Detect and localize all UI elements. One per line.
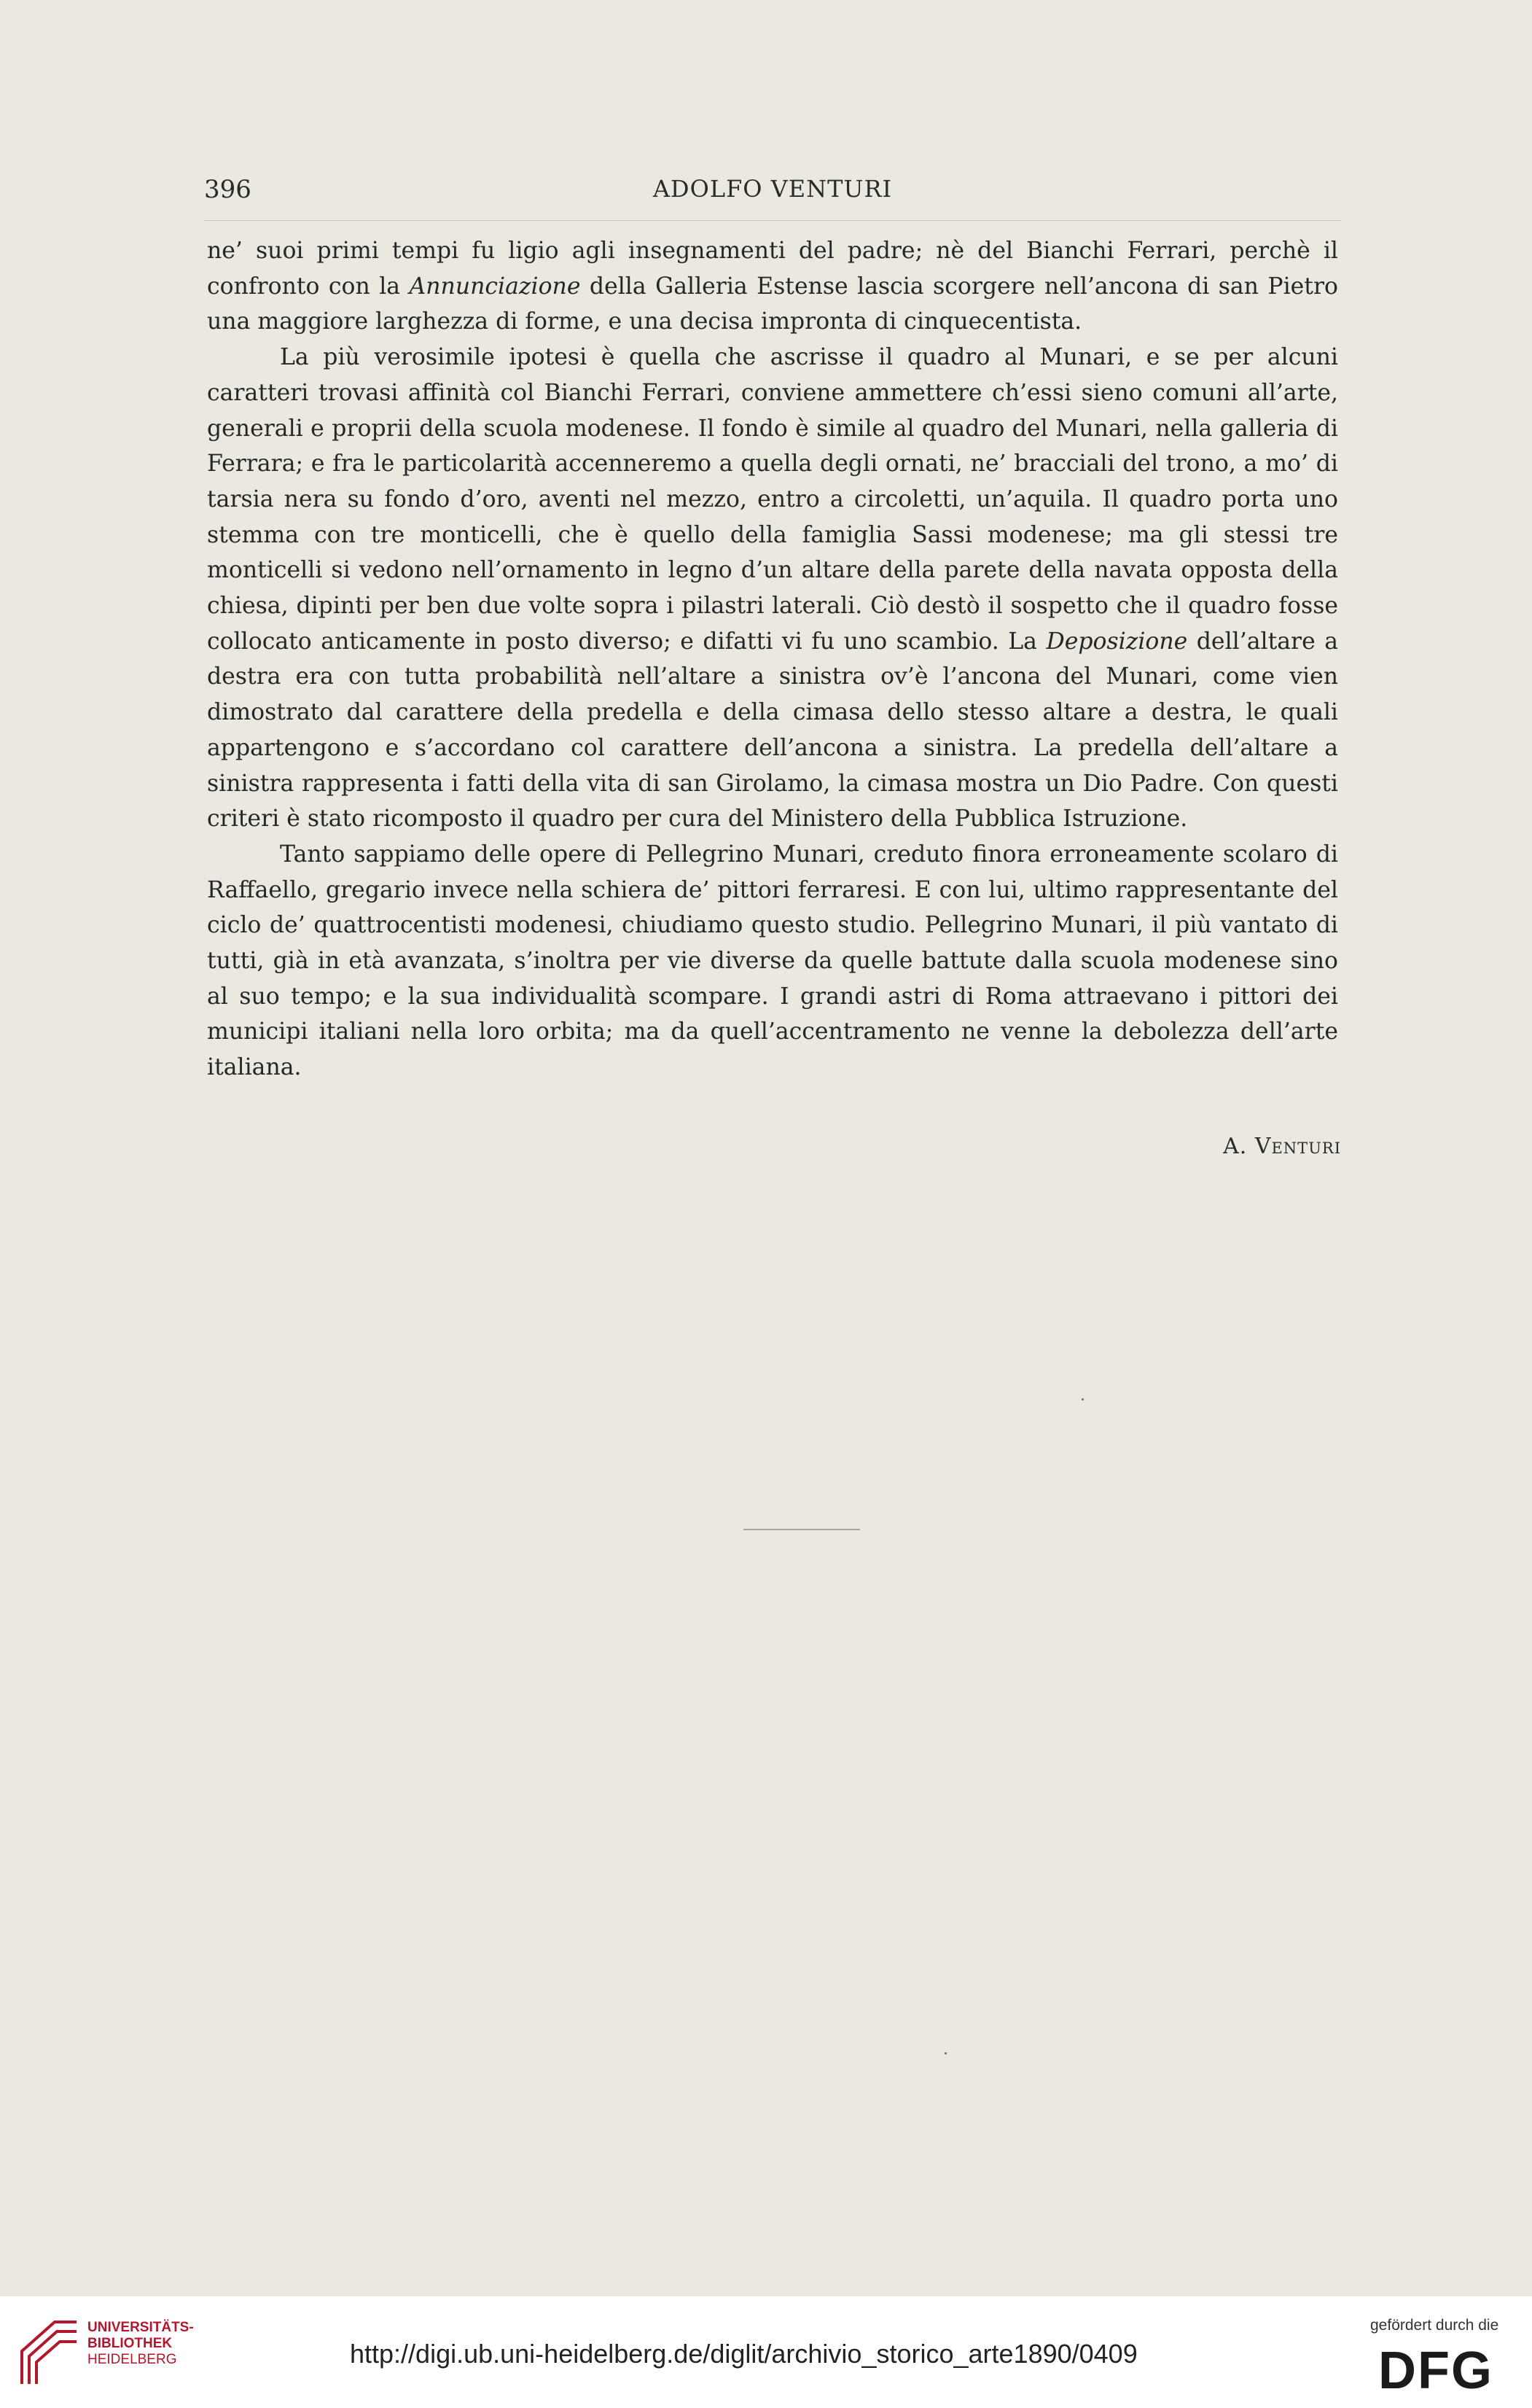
paragraph: La più verosimile ipotesi è quella che ascrisse il quadro al Munari, e se per alcuni caratteri trovasi affinità col Bianchi Ferrari, conviene ammettere ch’essi sieno comuni all’arte, generali e proprii della scuola modenese. Il fondo è simile al quadro del Munari, nella galleria di Ferrara; e fra le particolarità accenneremo a quella degli ornati, ne’ bracciali del trono, a mo’ di tarsia nera su fondo d’oro, aventi nel mezzo, entro a circoletti, un’aquila. Il quadro porta uno stemma con tre monticelli, che è quello della famiglia Sassi modenese; ma gli stessi tre monticelli si vedono nell’ornamento in legno d’un altare della parete della navata opposta della chiesa, dipinti per ben due volte sopra i pilastri laterali. Ciò destò il sospetto che il quadro fosse collocato anticamente in posto diverso; e difatti vi fu uno scambio. La Deposizione dell’altare a destra era con tutta probabilità nell’altare a sinistra ov’è l’ancona del Munari, come vien dimostrato dal carattere della predella e della cimasa dello stesso altare a destra, le quali appartengono e s’accordano col carattere dell’ancona a sinistra. La predella dell’altare a sinistra rappresenta i fatti della vita di san Girolamo, la cimasa mostra un Dio Padre. Con questi criteri è stato ricomposto il quadro per cura del Ministero della Pubblica Istruzione. xyxy=(207,344,1338,833)
library-name: UNIVERSITÄTS- BIBLIOTHEK HEIDELBERG xyxy=(87,2320,194,2367)
paragraph: Tanto sappiamo delle opere di Pellegrino Munari, creduto finora erroneamente scolaro di Raffaello, gregario invece nella schiera de’ pittori ferraresi. E con lui, ultimo rappresentante del ciclo de’ quattrocentisti modenesi, chiudiamo questo studio. Pellegrino Munari, il più vantato di tutti, già in età avanzata, s’inoltra per vie diverse da quelle battute dalla scuola modenese sino al suo tempo; e la sua individualità scompare. I grandi astri di Roma attraevano i pittori dei municipi italiani nella loro orbita; ma da quell’accentramento ne venne la debolezza dell’arte italiana. xyxy=(207,841,1338,1081)
scan-speck xyxy=(945,2052,947,2054)
digitization-footer xyxy=(0,2296,1532,2408)
funding-label: gefördert durch die xyxy=(1370,2317,1499,2334)
paragraph: ne’ suoi primi tempi fu ligio agli insegnamenti del padre; nè del Bianchi Ferrari, perchè il confronto con la Annunciazione della Galleria Estense lascia scorgere nell’ancona di san Pietro una maggiore larghezza di forme, e una decisa impronta di cinquecentista. xyxy=(207,238,1338,335)
end-rule xyxy=(743,1529,860,1530)
header-rule xyxy=(204,220,1341,221)
library-logo-icon xyxy=(15,2311,87,2395)
page-url-link[interactable]: http://digi.ub.uni-heidelberg.de/diglit/archivio_storico_arte1890/0409 xyxy=(350,2339,1138,2369)
italic-title: Annunciazione xyxy=(409,273,581,300)
page-number: 396 xyxy=(204,175,251,204)
italic-title: Deposizione xyxy=(1046,628,1188,655)
running-head: ADOLFO VENTURI xyxy=(652,175,893,203)
author-signature: A. Venturi xyxy=(1223,1134,1341,1159)
svg-text:DFG: DFG xyxy=(1378,2342,1493,2394)
body-text xyxy=(207,233,1338,1086)
scan-speck xyxy=(1082,1398,1084,1400)
dfg-logo-icon xyxy=(1356,2342,1516,2394)
page-header xyxy=(204,175,1341,219)
